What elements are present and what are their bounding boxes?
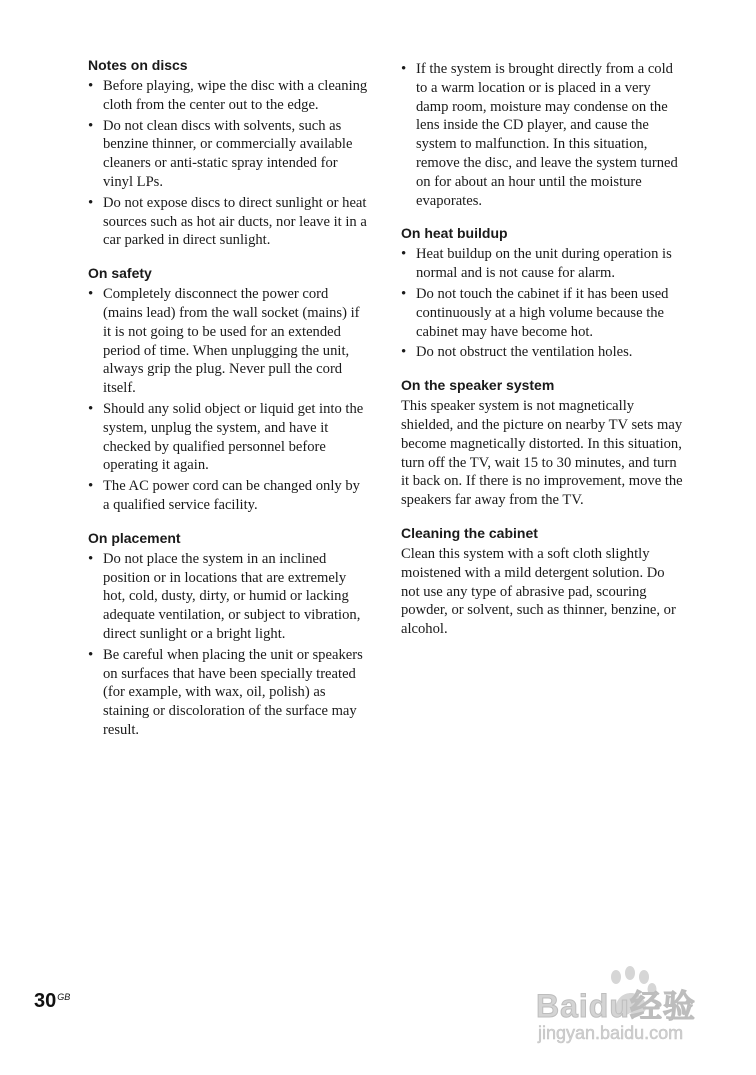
- section-heading: Cleaning the cabinet: [401, 524, 538, 541]
- bullet-item: • The AC power cord can be changed only by a qualified service facility.: [88, 477, 370, 515]
- bullet-list: [401, 60, 683, 210]
- section-on-safety: [88, 264, 370, 515]
- baidu-watermark: [530, 965, 730, 1055]
- bullet-item: • Be careful when placing the unit or speakers on surfaces that have been specially treated (for example, with wax, oil, polish) as staining or discoloration of the surface may result.: [88, 646, 370, 740]
- section-on-heat-buildup: [401, 224, 683, 362]
- page-number: [34, 990, 70, 1013]
- left-column: [88, 56, 370, 754]
- paragraph: This speaker system is not magnetically shielded, and the picture on nearby TV sets may become magnetically distorted. In this situation, turn off the TV, wait 15 to 30 minutes, and turn it back on. If there is no improvement, move the speakers far away from the TV.: [401, 398, 683, 509]
- bullet-item: • Before playing, wipe the disc with a cleaning cloth from the center out to the edge.: [88, 77, 370, 115]
- section-heading: Notes on discs: [88, 57, 188, 73]
- section-moisture-condensation: [401, 60, 683, 210]
- section-cleaning-cabinet: [401, 524, 683, 639]
- page-number-suffix: GB: [57, 992, 71, 1002]
- section-on-placement: [88, 529, 370, 740]
- page-number-value: 30: [34, 990, 57, 1012]
- watermark-url: jingyan.baidu.com: [538, 1023, 684, 1043]
- bullet-item: • Heat buildup on the unit during operation is normal and is not cause for alarm.: [401, 245, 683, 283]
- bullet-item: • Do not clean discs with solvents, such as benzine thinner, or commercially available cleaners or anti-static spray intended for vinyl LPs.: [88, 117, 370, 192]
- section-heading: On the speaker system: [401, 377, 555, 394]
- paragraph: Clean this system with a soft cloth slightly moistened with a mild detergent solution. Do not use any type of abrasive pad, scouring powder, or solvent, such as thinner, benzine, or alcohol.: [401, 545, 676, 638]
- bullet-list: [401, 245, 683, 362]
- section-notes-on-discs: [88, 56, 370, 250]
- bullet-item: • Should any solid object or liquid get into the system, unplug the system, and have it checked by qualified personnel before operating it again.: [88, 400, 370, 475]
- bullet-item: • Do not expose discs to direct sunlight or heat sources such as hot air ducts, nor leave it in a car parked in direct sunlight.: [88, 194, 370, 250]
- bullet-item: • Completely disconnect the power cord (mains lead) from the wall socket (mains) if it is not going to be used for an extended period of time. When unplugging the unit, always grip the plug. Never pull the cord itself.: [88, 285, 370, 398]
- bullet-item: • Do not place the system in an inclined position or in locations that are extremely hot, cold, dusty, dirty, or humid or lacking adequate ventilation, or subject to vibration, direct sunlight or a bright light.: [88, 550, 370, 644]
- bullet-list: [88, 77, 370, 250]
- watermark-logo-text: Baidu经验: [536, 988, 696, 1024]
- bullet-item: • Do not obstruct the ventilation holes.: [401, 343, 683, 362]
- bullet-list: [88, 550, 370, 740]
- section-heading: On heat buildup: [401, 225, 508, 242]
- bullet-list: [88, 285, 370, 515]
- section-on-speaker-system: [401, 376, 683, 510]
- section-heading: On safety: [88, 265, 152, 282]
- section-heading: On placement: [88, 529, 181, 546]
- bullet-item: • Do not touch the cabinet if it has been used continuously at a high volume because the cabinet may have become hot.: [401, 285, 683, 341]
- bullet-item: • If the system is brought directly from a cold to a warm location or is placed in a very damp room, moisture may condense on the lens inside the CD player, and cause the system to malfunction. In this situation, remove the disc, and leave the system turned on for about an hour until the moisture evaporates.: [401, 60, 683, 210]
- right-column: [401, 56, 683, 653]
